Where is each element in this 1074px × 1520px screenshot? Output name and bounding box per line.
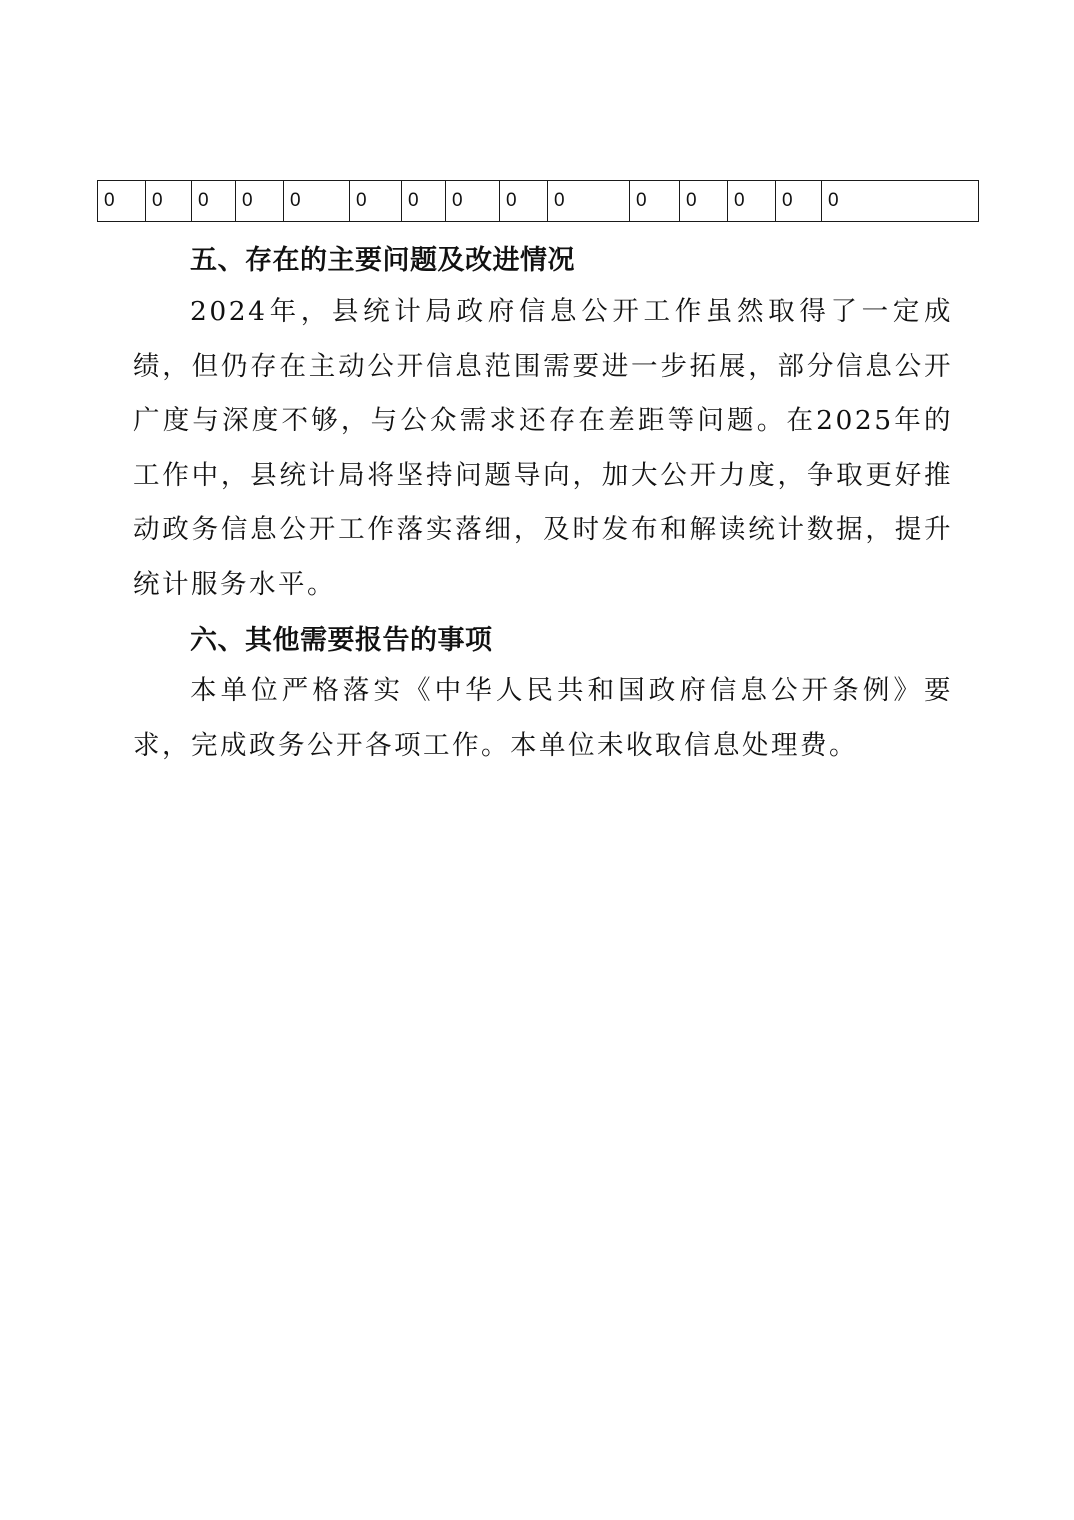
table-cell: 0 <box>146 181 192 222</box>
table-cell: 0 <box>500 181 548 222</box>
table-cell: 0 <box>284 181 350 222</box>
section-heading-other-matters: 六、其他需要报告的事项 <box>190 625 493 656</box>
stats-table-row <box>97 180 979 222</box>
section-paragraph-problems: 2024年，县统计局政府信息公开工作虽然取得了一定成绩，但仍存在主动公开信息范围需要进一步拓展，部分信息公开广度与深度不够，与公众需求还存在差距等问题。在2025年的工作中，县统计局将坚持问题导向，加大公开力度，争取更好推动政务信息公开工作落实落细，及时发布和解读统计数据，提升统计服务水平。 <box>133 296 953 600</box>
table-cell: 0 <box>630 181 680 222</box>
section-paragraph-other-matters: 本单位严格落实《中华人民共和国政府信息公开条例》要求，完成政务公开各项工作。本单位未收取信息处理费。 <box>133 675 953 761</box>
table-cell: 0 <box>776 181 822 222</box>
table-cell: 0 <box>822 181 979 222</box>
table-cell: 0 <box>192 181 236 222</box>
table-cell: 0 <box>680 181 728 222</box>
table-cell: 0 <box>350 181 402 222</box>
table-cell: 0 <box>402 181 446 222</box>
table-cell: 0 <box>98 181 146 222</box>
section-heading-problems: 五、存在的主要问题及改进情况 <box>190 245 575 276</box>
table-cell: 0 <box>728 181 776 222</box>
table-cell: 0 <box>446 181 500 222</box>
table-cell: 0 <box>548 181 630 222</box>
table-cell: 0 <box>236 181 284 222</box>
